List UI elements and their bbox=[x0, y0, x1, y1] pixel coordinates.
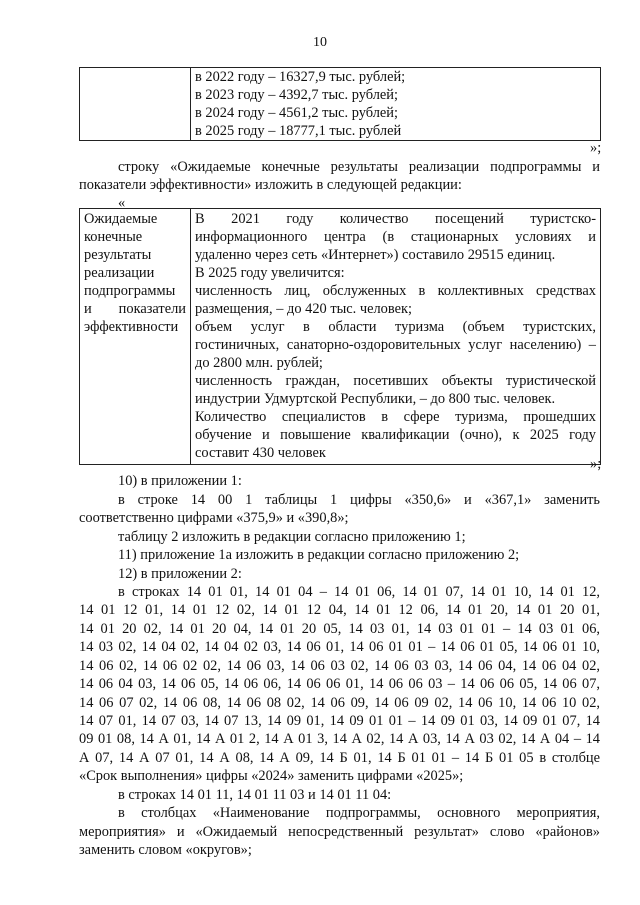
results-label-line: и показатели bbox=[84, 301, 186, 317]
intro-line: показатели эффективности» изложить в следующей редакции: bbox=[79, 177, 462, 193]
body-line: в столбцах «Наименование подпрограммы, основного мероприятия, bbox=[118, 805, 600, 821]
body-line: заменить словом «округов»; bbox=[79, 842, 252, 858]
closing-quote: »; bbox=[590, 140, 602, 156]
results-line: численность граждан, посетивших объекты туристической bbox=[195, 373, 596, 389]
funding-row: в 2024 году – 4561,2 тыс. рублей; bbox=[195, 105, 398, 121]
results-line: индустрии Удмуртской Республики, – до 800 тыс. человек. bbox=[195, 391, 556, 407]
results-table bbox=[79, 208, 601, 465]
funding-table-right-cell bbox=[191, 68, 601, 141]
funding-table-left-cell bbox=[80, 68, 191, 141]
results-label-line: результаты bbox=[84, 247, 152, 263]
body-line: таблицу 2 изложить в редакции согласно приложению 1; bbox=[118, 529, 466, 545]
results-line: гостиничных, санаторно-оздоровительных услуг населению) – bbox=[195, 337, 596, 353]
funding-row: в 2023 году – 4392,7 тыс. рублей; bbox=[195, 87, 398, 103]
body-line: 14 03 02, 14 04 02, 14 04 02 03, 14 06 01, 14 06 01 01 – 14 06 01 05, 14 06 01 10, bbox=[79, 639, 600, 655]
results-line: удаленно через сеть «Интернет») составило 29515 единиц. bbox=[195, 247, 556, 263]
body-line: 12) в приложении 2: bbox=[118, 566, 242, 582]
results-line: составит 430 человек bbox=[195, 445, 326, 461]
closing-quote: »; bbox=[590, 456, 602, 472]
body-line: 10) в приложении 1: bbox=[118, 473, 242, 489]
results-label-line: Ожидаемые bbox=[84, 211, 158, 227]
body-line: 11) приложение 1а изложить в редакции согласно приложению 2; bbox=[118, 547, 520, 563]
body-line: соответственно цифрами «375,9» и «390,8»; bbox=[79, 510, 349, 526]
opening-quote: « bbox=[118, 195, 126, 211]
results-line: В 2025 году увеличится: bbox=[195, 265, 345, 281]
page-number: 10 bbox=[313, 35, 327, 50]
results-line: объем услуг в области туризма (объем туристских, bbox=[195, 319, 596, 335]
results-line: обучение и повышение квалификации (очно), к 2025 году bbox=[195, 427, 596, 443]
results-line: информационного центра (в стационарных условиях и bbox=[195, 229, 596, 245]
body-line: в строке 14 00 1 таблицы 1 цифры «350,6» и «367,1» заменить bbox=[118, 492, 600, 508]
intro-line: строку «Ожидаемые конечные результаты реализации подпрограммы и bbox=[118, 159, 600, 175]
results-line: В 2021 году количество посещений туристско- bbox=[195, 211, 596, 227]
funding-row: в 2022 году – 16327,9 тыс. рублей; bbox=[195, 69, 406, 85]
results-line: размещения, – до 420 тыс. человек; bbox=[195, 301, 412, 317]
body-line: в строках 14 01 01, 14 01 04 – 14 01 06, 14 01 07, 14 01 10, 14 01 12, bbox=[118, 584, 600, 600]
body-line: 14 06 04 03, 14 06 05, 14 06 06, 14 06 06 01, 14 06 06 03 – 14 06 06 05, 14 06 07, bbox=[79, 676, 600, 692]
body-line: 14 07 01, 14 07 03, 14 07 13, 14 09 01, 14 09 01 01 – 14 09 01 03, 14 09 01 07, 14 bbox=[79, 713, 600, 729]
body-line: 14 06 07 02, 14 06 08, 14 06 08 02, 14 06 09, 14 06 09 02, 14 06 10, 14 06 10 02, bbox=[79, 695, 600, 711]
results-line: Количество специалистов в сфере туризма, прошедших bbox=[195, 409, 596, 425]
body-line: А 07, 14 А 07 01, 14 А 08, 14 А 09, 14 Б 01, 14 Б 01 01 – 14 Б 01 05 в столбце bbox=[79, 750, 600, 766]
body-line: в строках 14 01 11, 14 01 11 03 и 14 01 11 04: bbox=[118, 787, 392, 803]
results-label-cell bbox=[80, 209, 191, 465]
funding-table bbox=[79, 67, 601, 141]
results-label-line: подпрограммы bbox=[84, 283, 176, 299]
results-line: до 2800 млн. рублей; bbox=[195, 355, 323, 371]
body-line: 14 01 12 01, 14 01 12 02, 14 01 12 04, 14 01 12 06, 14 01 20, 14 01 20 01, bbox=[79, 602, 600, 618]
body-line: 14 01 20 02, 14 01 20 04, 14 01 20 05, 14 03 01, 14 03 01 01 – 14 03 01 06, bbox=[79, 621, 600, 637]
body-line: мероприятия» и «Ожидаемый непосредственный результат» слово «районов» bbox=[79, 824, 600, 840]
results-value-cell bbox=[191, 209, 601, 465]
results-label-line: эффективности bbox=[84, 319, 179, 335]
funding-row: в 2025 году – 18777,1 тыс. рублей bbox=[195, 123, 402, 139]
results-label-line: конечные bbox=[84, 229, 143, 245]
results-line: численность лиц, обслуженных в коллективных средствах bbox=[195, 283, 596, 299]
body-line: 09 01 08, 14 А 01, 14 А 01 2, 14 А 01 3, 14 А 02, 14 А 03, 14 А 03 02, 14 А 04 – 14 bbox=[79, 731, 600, 747]
body-line: 14 06 02, 14 06 02 02, 14 06 03, 14 06 03 02, 14 06 03 03, 14 06 04, 14 06 04 02, bbox=[79, 658, 600, 674]
body-line: «Срок выполнения» цифры «2024» заменить цифрами «2025»; bbox=[79, 768, 464, 784]
results-label-line: реализации bbox=[84, 265, 155, 281]
